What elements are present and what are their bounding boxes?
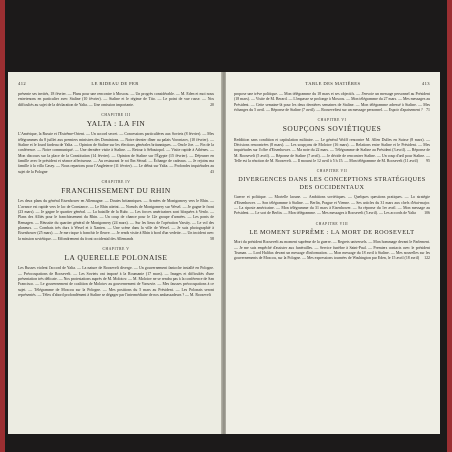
left-page-number: 412 [18, 81, 27, 86]
chapter-5 [18, 247, 214, 298]
right-page-number: 413 [421, 81, 430, 86]
chapter-summary: Les Russes violent l'accord de Yalta. — La nature de Roosevelt diverge. — Un gouvernement fantoche installé en Pologne. — Préoccupations de Roosevelt. — Les Soviets ont imposé à la Roumanie (17 mars). — Images et difficultés d'une présentation très délicate. — Nos protestations auprès de M. Molotov. — M. Molotov ne se rendra pas à la conférence de San Francisco. — Le gouvernement de coalition de Molotov au gouvernement de Varsovie. — Mes fausses préoccupations à ce sujet. — Télégramme de Moscou sur la Pologne. — Mes positions du 5 mars au Président. — Les Polonais seront représentés. — Télex d'abord profondément à Staline se dégager par l'intermédiaire de nos ambassadeurs ? — M. Roosevelt [18, 266, 214, 297]
chapter-number: CHAPITRE IV [101, 179, 131, 184]
left-page [8, 72, 222, 434]
chapter-3 [18, 113, 214, 175]
left-running-title: LE RIDEAU DE FER [91, 81, 139, 86]
chapter-title: SOUPÇONS SOVIÉTIQUES [282, 124, 382, 134]
red-book-edge-left [0, 0, 5, 452]
chapter-page: 43 [210, 169, 214, 174]
right-running-head [234, 81, 430, 86]
chapter-title: LA QUERELLE POLONAISE [64, 252, 168, 262]
chapter-title: YALTA : LA FIN [86, 118, 146, 128]
chapter-number: CHAPITRE III [101, 112, 131, 117]
chapter-summary: Reddition sans condition et capitulation militaire. — Le général Wolff rencontre M. Allen Dulles en Suisse (8 mars). — Décisions rencontrées (8 mars). — Les soupçons de Molotov (16 mars). — Relations entre Staline et le Président. — Mes inquiétudes sur l'offre d'Eisenhower. — Ma note du 22 mars. — Télégramme de Staline au Président (3 avril). — Réponse de M. Roosevelt (5 avril). — Réponse de Staline (7 avril). — Je décide de rencontrer Staline. — Un coup d'œil pour Staline. — Telle est la réaction de M. Roosevelt. — Il mourut le 12 avril à 5 h 15. — Mon télégramme de M. Roosevelt (11 avril) 95 [234, 137, 430, 163]
chapter-6 [234, 118, 430, 164]
chapter-8 [234, 222, 430, 262]
chapter-title: DIVERGENCES DANS LES CONCEPTIONS STRATÉGIQUES DES OCCIDENTAUX [238, 176, 426, 191]
chapter-summary: Mort du président Roosevelt au moment suprême de la guerre. — Regrets universels. — Mon hommage devant le Parlement. — Je me suis empêché d'assister aux funérailles. — Service funèbre à Saint-Paul. — Premiers contacts avec le président Truman. — Lord Halifax devant un message d'information. — Mon message du 18 avril à Staline. — Mes nouvelles sur les gouvernements de Moscou, sur la Pologne. — Mes expressions tournées de Washington par Eden, le 15 avril (18 avril) 122 [234, 240, 430, 261]
left-intro-text: présente ses invités, 18 février. — Plans pour une rencontre à Moscou. — Un progrès considérable. — M. Eden et moi nous entretenons en particulier avec Staline (10 février). — Staline et le régime de Tito. — Le point de vue russe. — Nos difficultés au sujet de la déclaration de Yalta. — Une omission importante. 20 [18, 92, 214, 107]
chapter-page: 122 [424, 256, 430, 261]
left-running-head [18, 81, 214, 86]
chapter-title: LE MOMENT SUPRÊME : LA MORT DE ROOSEVELT [249, 228, 415, 236]
chapter-page: 95 [426, 158, 430, 163]
right-intro-page: 71 [426, 107, 430, 112]
chapter-number: CHAPITRE VIII [315, 221, 349, 226]
chapter-summary: Les deux plans du général Eisenhower en Allemagne. — Doutes britanniques. — Armées de Montgomery vers le Rhin. — L'avance est rapide vers le lac de Constance. — Le Rhin atteint. — Noeuds de Montgomery sur Wesel. — Je gagne le front (23 mars). — Je gagne le quartier général. — La bataille de la Ruhr. — Les forces américaines sont bloquées à Venlo. — Plans des Alliés pour le franchissement du Rhin. — Un coup de chance pour le 12e groupe d'armées. — Les ponts de Remagen. — Réussite du quartier général de Montgomery (24 mars). — Sur les lieux de l'opération Varsity. — Le vol des planeurs. — Combats très durs à Wesel et à Xanten. — Une scène dans la ville de Wesel. — Je suis photographié à Eisenhower (25 mars). — Je me risque à franchir le fleuve. — Je rends visite à Rhin à bord d'un vedette. — Un incident avec la mission soviétique. — Effondrement du front occidental des Allemands 58 [18, 199, 214, 241]
right-intro-text: propose une trêve politique. — Mon télégramme du 18 mars et ses objectifs. — J'envoie un message personnel au Président (18 mars). — Visite de M. Berard. — L'impasse se prolonge à Moscou. — Mon télégramme du 27 mars. — Mes messages au Président. — Cette semaine-là pour les deux dernières semaines de Staline. — Mon télégramme adressé à Staline. — Mes échanges du 5 avril. — Réponse de Staline (7 avril). — Rooseveltest sur un message personnel. — Espoir d'apaisement ? 71 [234, 92, 430, 112]
chapter-number: CHAPITRE VI [317, 118, 347, 123]
chapter-page: 58 [210, 236, 214, 241]
chapter-4 [18, 180, 214, 242]
right-running-title: TABLE DES MATIÈRES [305, 81, 361, 86]
chapter-7 [234, 169, 430, 216]
red-book-edge-right [447, 0, 452, 452]
right-page [226, 72, 440, 434]
chapter-number: CHAPITRE VII [316, 169, 348, 174]
chapter-summary: Guerre et politique. — Mortelle lacune. — Ambitions soviétiques. — Quelques questions pratiques. — La stratégie d'Eisenhower. — Son télégramme à Staline. — Berlin, Prague et Vienne. — Ses articles du 31 mars aux chefs d'état-major. — La riposte américaine. — Mon télégramme du 31 mars à Eisenhower. — Sa réponse du 1er avril. — Mon message au Président. — Le sort de Berlin. — Mon télégramme. — Mes messages à Roosevelt (5 avril). — Les accords de Yalta 106 [234, 195, 430, 216]
chapter-number: CHAPITRE V [102, 246, 130, 251]
chapter-summary: L'Amérique, la Russie et l'Extrême-Orient. — Un accord secret. — Concessions particulières aux Soviets (8 février). — Mes télégrammes du 8 juillet aux premiers ministres des Dominions. — Notre dernier dîner au palais Vorontzov, (10 février). — Staline et le lourd fardeau de Yalta. — Opinion de Staline sur les élections générales britanniques. — Oncle Joe. — Fin de la conférence. — Notre communiqué. — Une dernière visite à Staline. — Retour à Sébastopol. — Visite rapide à Athènes. — Mon discours sur la place de la Constitution (14 février). — Opinion de Staline sur l'Égypte (15 février). — Déjeuner en famille avec le président et séance affectueuse. — Au restaurant le roi Ibn Séoud. — Échange de cadeaux. — Je rejoins ma famille à la villa Casey. — Nous repartons pour l'Angleterre (11 février). — Le début sur Yalta. — Profondes inquiétudes au sujet de la Pologne 43 [18, 132, 214, 174]
chapter-title: FRANCHISSEMENT DU RHIN [61, 185, 171, 195]
left-intro-page: 20 [210, 102, 214, 107]
chapter-page: 106 [424, 211, 430, 216]
